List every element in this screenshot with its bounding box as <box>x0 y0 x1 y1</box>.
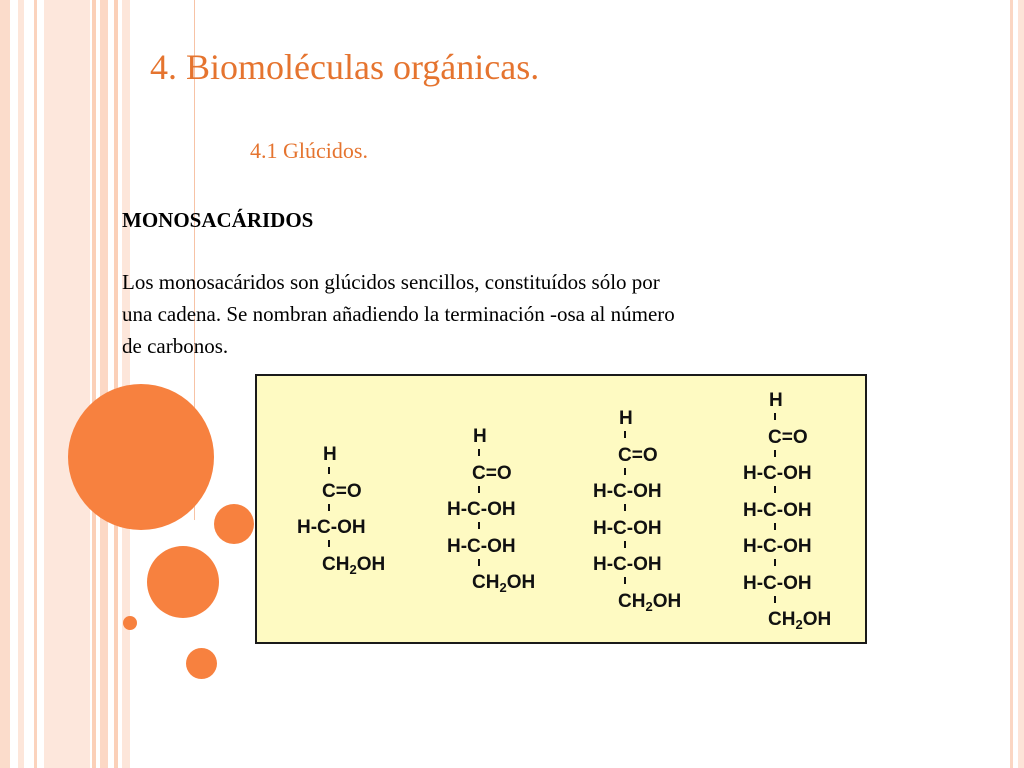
decor-circle-large <box>68 384 214 530</box>
decor-stripe-right <box>1018 0 1024 768</box>
bond-line <box>774 523 776 530</box>
atom-row: H-C-OH <box>447 499 516 520</box>
atom-row: H <box>769 390 783 411</box>
end-group-tail: OH <box>652 590 682 612</box>
atom-row: H-C-OH <box>593 517 662 539</box>
bond-line <box>624 468 626 475</box>
bond-line <box>774 596 776 603</box>
paragraph-line: una cadena. Se nombran añadiendo la terminación -osa al número <box>122 302 675 326</box>
atom-row: C=O <box>768 426 808 448</box>
atom-row: H <box>473 426 487 447</box>
bond-line <box>774 413 776 420</box>
end-group-tail: OH <box>802 609 832 630</box>
bond-line <box>478 449 480 456</box>
decor-circle-small <box>214 504 254 544</box>
atom-row: H-C-OH <box>743 499 812 521</box>
decor-stripe <box>114 0 118 768</box>
bond-line <box>624 504 626 511</box>
bond-line <box>774 486 776 493</box>
bond-line <box>624 541 626 548</box>
atom-row: C=O <box>618 444 658 466</box>
end-group-subscript: 2 <box>499 580 507 595</box>
end-group-base: CH <box>618 590 646 612</box>
decor-stripe <box>34 0 37 768</box>
end-group-subscript: 2 <box>349 561 357 577</box>
bond-line <box>478 486 480 493</box>
atom-row: C=O <box>322 480 362 502</box>
bond-line <box>328 540 330 547</box>
decor-stripe <box>44 0 90 768</box>
end-group-base: CH <box>768 609 796 630</box>
slide-title: 4. Biomoléculas orgánicas. <box>150 47 540 87</box>
end-group-subscript: 2 <box>645 598 653 614</box>
bond-line <box>478 559 480 566</box>
bond-line <box>774 559 776 566</box>
decor-stripe <box>0 0 10 768</box>
paragraph-line: de carbonos. <box>122 334 229 358</box>
atom-row: H <box>323 444 337 465</box>
bond-line <box>328 504 330 511</box>
end-group-tail: OH <box>356 553 386 575</box>
atom-row: H-C-OH <box>743 463 812 484</box>
atom-row-end <box>618 591 681 618</box>
atom-row: H <box>619 408 633 429</box>
atom-row-end <box>472 572 535 599</box>
atom-row: H-C-OH <box>447 535 516 557</box>
decor-stripe <box>100 0 108 768</box>
atom-row: H-C-OH <box>297 517 366 538</box>
bond-line <box>478 522 480 529</box>
atom-row: C=O <box>472 462 512 484</box>
paragraph-line: Los monosacáridos son glúcidos sencillos, constituídos sólo por <box>122 270 660 294</box>
end-group-base: CH <box>322 553 350 575</box>
section-heading: MONOSACÁRIDOS <box>122 208 314 232</box>
decor-circle-tiny <box>123 616 137 630</box>
atom-row: H-C-OH <box>593 481 662 502</box>
decor-stripe <box>92 0 96 768</box>
decor-stripe-right <box>1010 0 1013 768</box>
end-group-tail: OH <box>506 572 536 593</box>
body-paragraph <box>122 266 922 362</box>
decor-stripe <box>18 0 24 768</box>
monosaccharide-structures-figure <box>255 374 867 644</box>
bond-line <box>624 431 626 438</box>
decor-circle-small <box>186 648 217 679</box>
decor-circle-medium <box>147 546 219 618</box>
bond-line <box>624 577 626 584</box>
end-group-base: CH <box>472 572 500 593</box>
atom-row-end <box>768 609 831 636</box>
bond-line <box>328 467 330 474</box>
atom-row: H-C-OH <box>743 572 812 594</box>
slide-subtitle: 4.1 Glúcidos. <box>250 138 368 163</box>
atom-row: H-C-OH <box>743 536 812 557</box>
bond-line <box>774 450 776 457</box>
atom-row-end <box>322 554 385 581</box>
end-group-subscript: 2 <box>795 617 803 632</box>
atom-row: H-C-OH <box>593 554 662 575</box>
